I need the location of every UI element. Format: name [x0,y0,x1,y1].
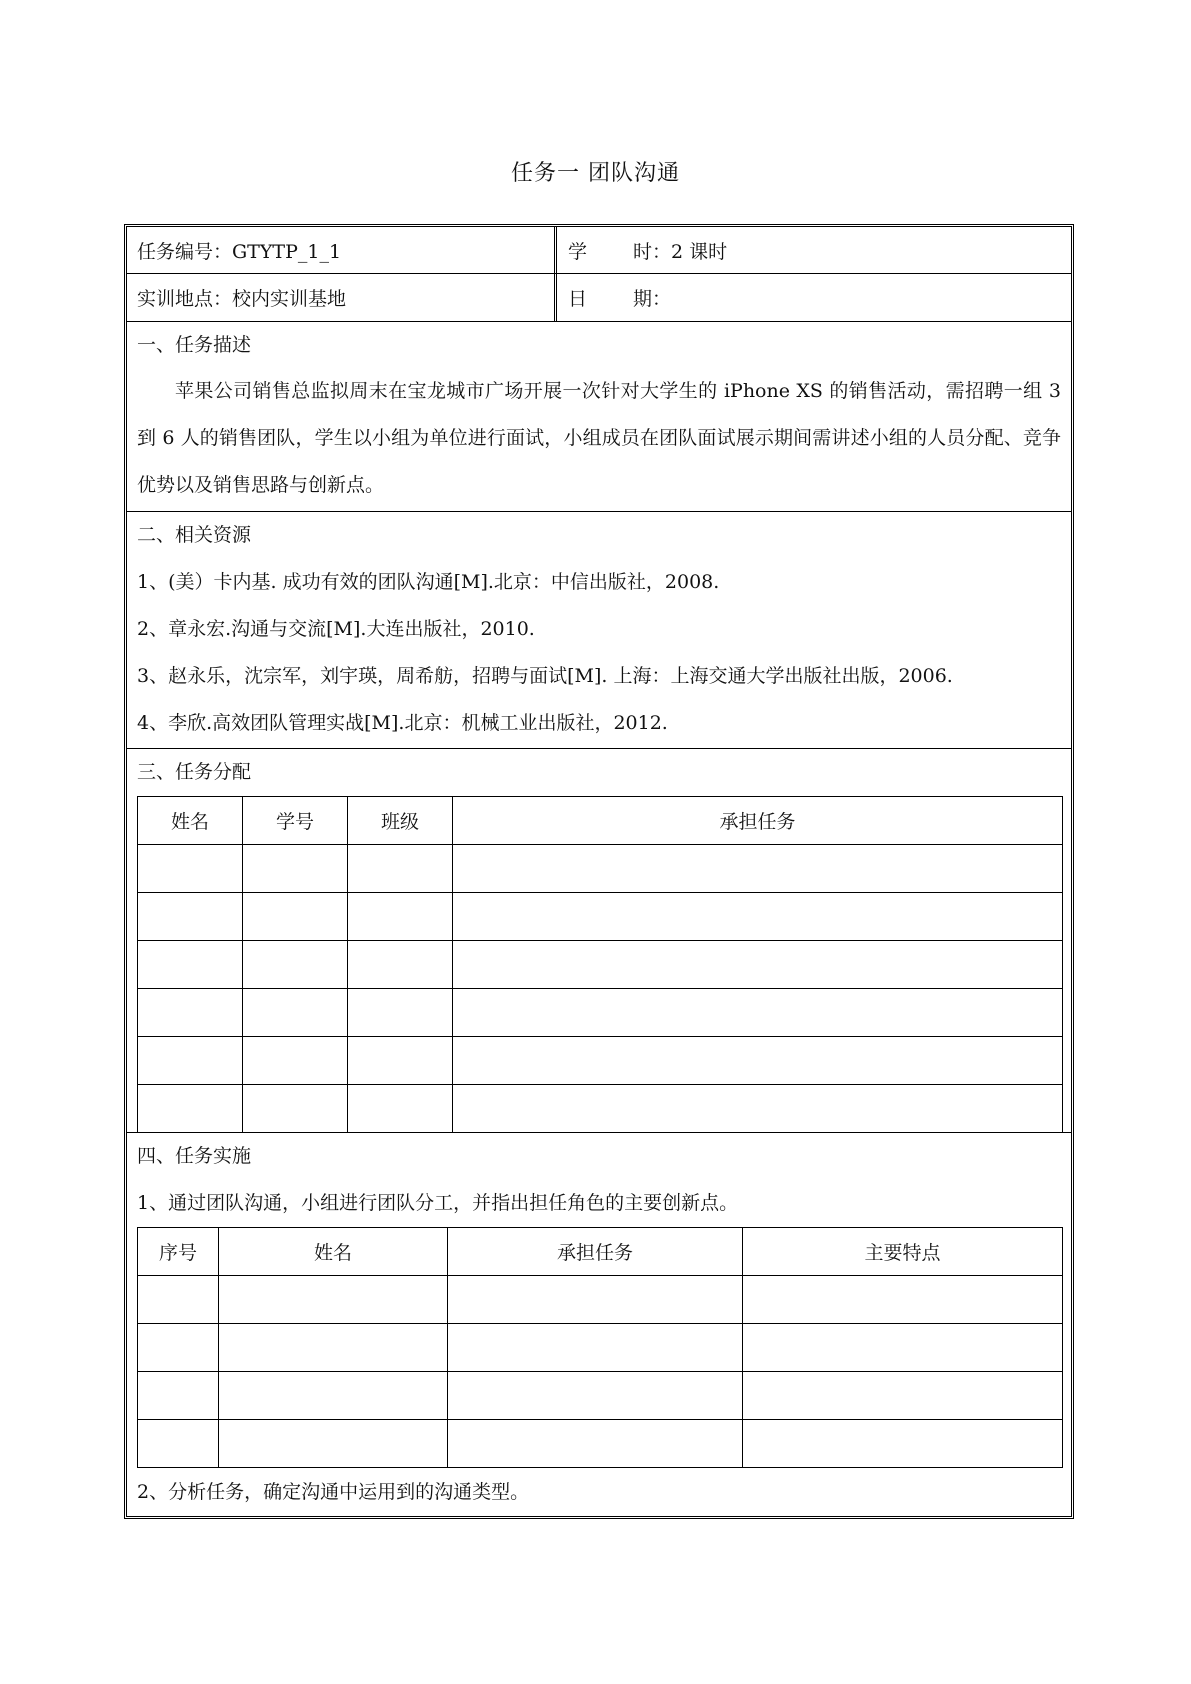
cell[interactable] [743,1372,1063,1420]
cell[interactable] [138,1085,243,1133]
implementation-table [137,1227,1063,1468]
table-row [138,845,1063,893]
cell[interactable] [138,941,243,989]
table-row [138,1276,1063,1324]
date-field [558,274,1071,321]
table-row [138,1324,1063,1372]
cell[interactable] [219,1420,448,1468]
cell[interactable] [243,941,348,989]
class-hours [558,227,1071,273]
section-task-description [127,322,1071,512]
section3-heading: 三、任务分配 [137,761,252,783]
section-resources [127,512,1071,749]
cell[interactable] [348,893,453,941]
table-row [138,941,1063,989]
info-row-1 [127,227,1071,274]
cell[interactable] [348,845,453,893]
col-class: 班级 [348,797,453,845]
cell[interactable] [453,989,1063,1037]
table-row [138,1372,1063,1420]
col-key-features: 主要特点 [743,1228,1063,1276]
cell[interactable] [138,845,243,893]
cell[interactable] [138,1420,219,1468]
reference-item: 3、赵永乐，沈宗军，刘宇瑛，周希舫，招聘与面试[M]. 上海：上海交通大学出版社出版，2006. [137,665,953,687]
cell[interactable] [243,893,348,941]
cell[interactable] [448,1324,743,1372]
table-row [138,893,1063,941]
cell[interactable] [348,941,453,989]
table-row [138,1420,1063,1468]
col-name: 姓名 [219,1228,448,1276]
cell[interactable] [448,1372,743,1420]
section4-heading: 四、任务实施 [137,1145,252,1167]
cell[interactable] [138,1037,243,1085]
cell[interactable] [348,989,453,1037]
col-assigned-task: 承担任务 [453,797,1063,845]
cell[interactable] [743,1276,1063,1324]
section4-step2: 2、分析任务，确定沟通中运用到的沟通类型。 [137,1481,530,1503]
cell[interactable] [138,1372,219,1420]
date-value: 期： [633,288,672,310]
reference-item: 1、(美）卡内基. 成功有效的团队沟通[M].北京：中信出版社，2008. [137,571,720,593]
cell[interactable] [243,845,348,893]
allocation-table [137,796,1063,1133]
cell[interactable] [243,989,348,1037]
task-form [124,224,1074,1519]
reference-item: 4、李欣.高效团队管理实战[M].北京：机械工业出版社，2012. [137,712,668,734]
col-index: 序号 [138,1228,219,1276]
col-name: 姓名 [138,797,243,845]
cell[interactable] [453,1037,1063,1085]
hours-value: 时：2 课时 [633,240,728,263]
cell[interactable] [348,1085,453,1133]
col-assigned-task: 承担任务 [448,1228,743,1276]
section1-heading: 一、任务描述 [137,334,252,356]
table-row [138,989,1063,1037]
table-row [138,1037,1063,1085]
cell[interactable] [743,1324,1063,1372]
section1-body: 苹果公司销售总监拟周末在宝龙城市广场开展一次针对大学生的 iPhone XS 的销售活动，需招聘一组 3 到 6 人的销售团队，学生以小组为单位进行面试，小组成员在团队面试展示期间需讲述小组的人员分配、竞争优势以及销售思路与创新点。 [137,380,1061,496]
cell[interactable] [138,989,243,1037]
section-task-allocation [127,749,1071,1133]
cell[interactable] [453,1085,1063,1133]
cell[interactable] [448,1276,743,1324]
cell[interactable] [453,893,1063,941]
training-place: 实训地点：校内实训基地 [137,288,347,310]
section4-step1: 1、通过团队沟通，小组进行团队分工，并指出担任角色的主要创新点。 [137,1192,739,1214]
cell[interactable] [453,845,1063,893]
cell[interactable] [219,1324,448,1372]
cell[interactable] [743,1420,1063,1468]
cell[interactable] [138,1324,219,1372]
cell[interactable] [219,1276,448,1324]
table-header-row [138,797,1063,845]
cell[interactable] [453,941,1063,989]
cell[interactable] [448,1420,743,1468]
cell[interactable] [243,1037,348,1085]
section2-heading: 二、相关资源 [137,524,252,546]
section-task-implementation [127,1133,1071,1516]
table-row [138,1085,1063,1133]
cell[interactable] [219,1372,448,1420]
cell[interactable] [138,1276,219,1324]
cell[interactable] [138,893,243,941]
col-student-id: 学号 [243,797,348,845]
page-title: 任务一 团队沟通 [511,161,680,186]
task-number: 任务编号：GTYTP_1_1 [137,240,342,263]
hours-label: 学 [568,240,588,263]
cell[interactable] [348,1037,453,1085]
reference-item: 2、章永宏.沟通与交流[M].大连出版社，2010. [137,618,535,640]
date-label: 日 [568,288,588,310]
info-row-2 [127,274,1071,322]
table-header-row [138,1228,1063,1276]
cell[interactable] [243,1085,348,1133]
